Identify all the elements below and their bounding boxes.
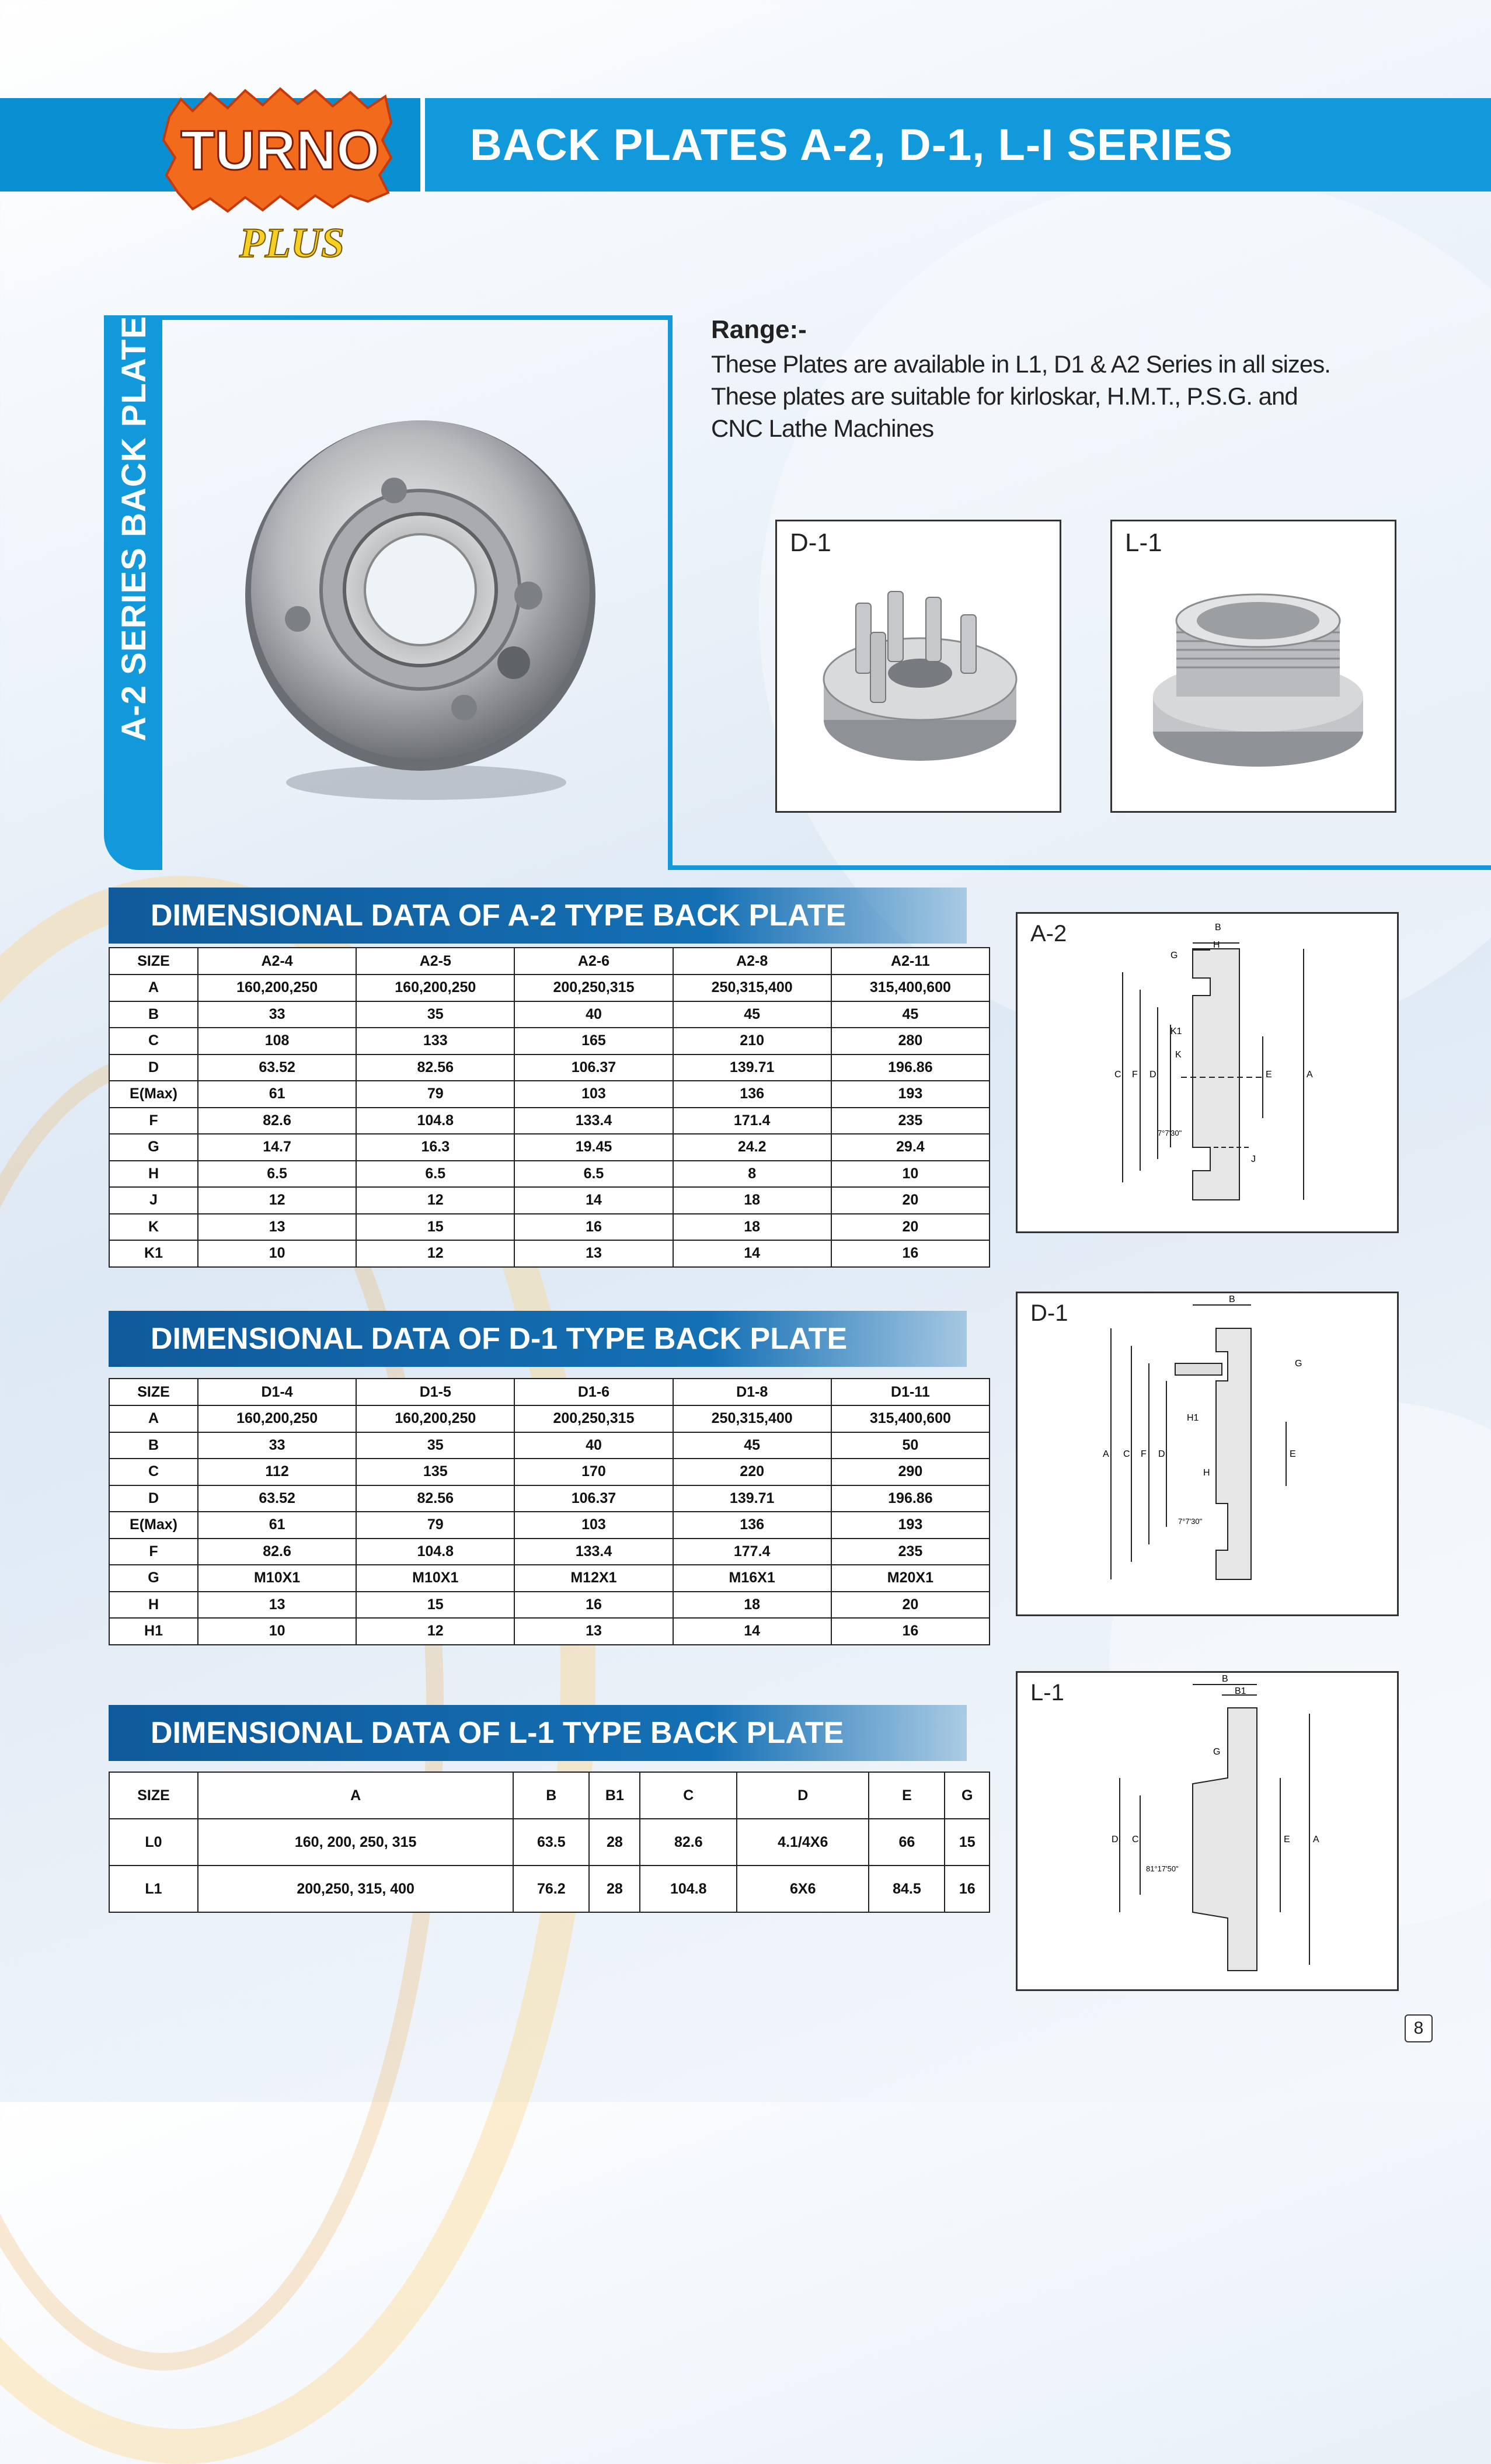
table-cell: 15	[356, 1592, 514, 1619]
table-cell: 18	[673, 1592, 831, 1619]
d1-data-table	[109, 1378, 990, 1645]
table-cell: 104.8	[356, 1108, 514, 1134]
table-header-cell: D1-5	[356, 1379, 514, 1405]
brand-sub: PLUS	[239, 220, 344, 266]
table-cell: 18	[673, 1187, 831, 1214]
l1-diagram-label: L-1	[1030, 1680, 1064, 1706]
table-cell: 35	[356, 1001, 514, 1028]
table-cell: A	[109, 975, 198, 1001]
table-cell: 196.86	[831, 1485, 990, 1512]
table-cell: M16X1	[673, 1565, 831, 1592]
tag-j: J	[1251, 1154, 1256, 1164]
tag-e: E	[1284, 1835, 1290, 1844]
frame-line-bottom	[668, 865, 1491, 870]
table-cell: 133	[356, 1028, 514, 1054]
table-cell: D	[109, 1054, 198, 1081]
table-cell: 76.2	[513, 1866, 589, 1912]
table-cell: 136	[673, 1512, 831, 1539]
d1-back-plate-image	[812, 586, 1028, 778]
tag-a: A	[1313, 1835, 1319, 1844]
table-row	[109, 1001, 990, 1028]
tag-angle: 7°7'30"	[1158, 1129, 1182, 1137]
table-header-cell: A	[198, 1772, 513, 1819]
tag-a: A	[1103, 1449, 1109, 1459]
table-cell: J	[109, 1187, 198, 1214]
tag-g: G	[1295, 1359, 1302, 1369]
table-cell: 50	[831, 1432, 990, 1459]
table-row	[109, 1565, 990, 1592]
table-row	[109, 1459, 990, 1485]
table-cell: C	[109, 1459, 198, 1485]
table-cell: 104.8	[640, 1866, 737, 1912]
table-cell: 13	[198, 1214, 356, 1241]
table-cell: 20	[831, 1214, 990, 1241]
table-cell: 82.56	[356, 1485, 514, 1512]
table-cell: 160,200,250	[356, 975, 514, 1001]
table-cell: 63.5	[513, 1819, 589, 1866]
table-header-cell: D1-11	[831, 1379, 990, 1405]
tag-a: A	[1307, 1070, 1313, 1080]
a2-data-table	[109, 947, 990, 1268]
l1-data-table	[109, 1772, 990, 1913]
table-cell: A	[109, 1405, 198, 1432]
table-cell: 16	[514, 1214, 673, 1241]
table-row	[109, 1512, 990, 1539]
table-cell: 177.4	[673, 1539, 831, 1565]
table-cell: 40	[514, 1432, 673, 1459]
table-cell: 16	[945, 1866, 990, 1912]
table-cell: 160,200,250	[198, 975, 356, 1001]
table-cell: 160, 200, 250, 315	[198, 1819, 513, 1866]
table-header-cell: SIZE	[109, 1379, 198, 1405]
table-cell: 63.52	[198, 1054, 356, 1081]
table-cell: 6X6	[737, 1866, 869, 1912]
table-cell: 82.6	[198, 1108, 356, 1134]
range-line-1: These Plates are available in L1, D1 & A2 Series in all sizes.	[711, 350, 1330, 378]
brand-name: TURNO	[180, 119, 380, 182]
a2-section-title: DIMENSIONAL DATA OF A-2 TYPE BACK PLATE	[151, 899, 846, 932]
table-cell: G	[109, 1565, 198, 1592]
table-row	[109, 1081, 990, 1108]
table-cell: 139.71	[673, 1485, 831, 1512]
table-cell: M12X1	[514, 1565, 673, 1592]
table-header-cell: SIZE	[109, 1772, 198, 1819]
table-cell: 136	[673, 1081, 831, 1108]
table-cell: 200,250, 315, 400	[198, 1866, 513, 1912]
table-cell: 40	[514, 1001, 673, 1028]
table-cell: 16	[831, 1240, 990, 1267]
table-cell: B	[109, 1432, 198, 1459]
table-cell: 103	[514, 1512, 673, 1539]
table-cell: 28	[589, 1866, 640, 1912]
table-cell: G	[109, 1134, 198, 1161]
d1-section-bar	[109, 1311, 967, 1367]
table-row	[109, 1134, 990, 1161]
table-cell: 79	[356, 1081, 514, 1108]
table-cell: 10	[198, 1618, 356, 1645]
d1-diagram-box	[1016, 1292, 1399, 1616]
table-cell: 6.5	[356, 1161, 514, 1188]
table-cell: 12	[198, 1187, 356, 1214]
table-header-cell: A2-5	[356, 948, 514, 975]
table-cell: 12	[356, 1618, 514, 1645]
table-cell: 66	[869, 1819, 945, 1866]
table-cell: F	[109, 1108, 198, 1134]
table-cell: H	[109, 1592, 198, 1619]
tag-d: D	[1112, 1835, 1119, 1844]
table-cell: K1	[109, 1240, 198, 1267]
table-header-cell: D	[737, 1772, 869, 1819]
range-line-2: These plates are suitable for kirloskar, H.M.T., P.S.G. and	[711, 382, 1298, 410]
tag-e: E	[1290, 1449, 1296, 1459]
d1-diagram-drawing	[1018, 1293, 1397, 1614]
tag-d: D	[1158, 1449, 1165, 1459]
tag-c: C	[1114, 1070, 1121, 1080]
table-header-row	[109, 1379, 990, 1405]
table-cell: 29.4	[831, 1134, 990, 1161]
table-cell: 112	[198, 1459, 356, 1485]
table-cell: 14	[514, 1187, 673, 1214]
tag-h: H	[1203, 1468, 1210, 1478]
l1-back-plate-image	[1147, 580, 1369, 778]
table-cell: K	[109, 1214, 198, 1241]
table-header-cell: B1	[589, 1772, 640, 1819]
table-cell: 250,315,400	[673, 1405, 831, 1432]
table-cell: C	[109, 1028, 198, 1054]
table-row	[109, 1240, 990, 1267]
tag-c: C	[1132, 1835, 1139, 1844]
table-cell: 103	[514, 1081, 673, 1108]
table-row	[109, 1187, 990, 1214]
table-header-row	[109, 1772, 990, 1819]
table-cell: 45	[673, 1432, 831, 1459]
table-cell: 106.37	[514, 1054, 673, 1081]
table-cell: L0	[109, 1819, 198, 1866]
table-header-cell: D1-8	[673, 1379, 831, 1405]
table-cell: 14	[673, 1618, 831, 1645]
table-cell: 193	[831, 1081, 990, 1108]
table-cell: 220	[673, 1459, 831, 1485]
tag-f: F	[1132, 1070, 1138, 1080]
turno-plus-logo	[158, 82, 403, 274]
table-cell: 200,250,315	[514, 1405, 673, 1432]
page-number: 8	[1405, 2014, 1433, 2042]
table-row	[109, 1592, 990, 1619]
table-cell: 16	[831, 1618, 990, 1645]
table-cell: 165	[514, 1028, 673, 1054]
range-title: Range:-	[711, 315, 807, 344]
a2-diagram-box	[1016, 912, 1399, 1233]
l1-diagram-drawing	[1018, 1673, 1397, 1989]
table-cell: 315,400,600	[831, 1405, 990, 1432]
table-row	[109, 1054, 990, 1081]
tag-b1: B1	[1235, 1686, 1246, 1696]
table-cell: 61	[198, 1081, 356, 1108]
l1-photo-label: L-1	[1125, 528, 1162, 557]
table-cell: 45	[673, 1001, 831, 1028]
table-cell: 35	[356, 1432, 514, 1459]
a2-section-bar	[109, 888, 967, 944]
table-cell: 82.6	[640, 1819, 737, 1866]
table-cell: 12	[356, 1187, 514, 1214]
table-header-cell: D1-6	[514, 1379, 673, 1405]
l1-section-title: DIMENSIONAL DATA OF L-1 TYPE BACK PLATE	[151, 1716, 844, 1750]
a2-diagram-drawing	[1018, 914, 1397, 1231]
table-cell: 19.45	[514, 1134, 673, 1161]
table-cell: 160,200,250	[198, 1405, 356, 1432]
table-cell: 133.4	[514, 1108, 673, 1134]
table-cell: 16.3	[356, 1134, 514, 1161]
table-cell: 200,250,315	[514, 975, 673, 1001]
tag-e: E	[1266, 1070, 1272, 1080]
table-cell: M10X1	[356, 1565, 514, 1592]
table-cell: 33	[198, 1001, 356, 1028]
table-row	[109, 1161, 990, 1188]
table-cell: 61	[198, 1512, 356, 1539]
table-row	[109, 1405, 990, 1432]
table-cell: 210	[673, 1028, 831, 1054]
table-header-cell: B	[513, 1772, 589, 1819]
table-cell: 235	[831, 1539, 990, 1565]
table-cell: 10	[831, 1161, 990, 1188]
table-cell: 18	[673, 1214, 831, 1241]
tag-d: D	[1149, 1070, 1156, 1080]
page-title: BACK PLATES A-2, D-1, L-I SERIES	[470, 120, 1234, 170]
table-cell: 196.86	[831, 1054, 990, 1081]
side-tab-label: A-2 SERIES BACK PLATE	[115, 315, 153, 742]
table-cell: 82.6	[198, 1539, 356, 1565]
tag-b: B	[1222, 1674, 1228, 1684]
table-cell: 82.56	[356, 1054, 514, 1081]
table-cell: 139.71	[673, 1054, 831, 1081]
table-cell: 63.52	[198, 1485, 356, 1512]
table-header-cell: D1-4	[198, 1379, 356, 1405]
tag-c: C	[1123, 1449, 1130, 1459]
table-header-cell: C	[640, 1772, 737, 1819]
table-cell: 290	[831, 1459, 990, 1485]
d1-section-title: DIMENSIONAL DATA OF D-1 TYPE BACK PLATE	[151, 1322, 848, 1356]
table-cell: 171.4	[673, 1108, 831, 1134]
d1-photo-box	[775, 520, 1061, 813]
table-cell: 28	[589, 1819, 640, 1866]
tag-k1: K1	[1170, 1026, 1182, 1036]
table-row	[109, 1214, 990, 1241]
table-cell: 160,200,250	[356, 1405, 514, 1432]
table-cell: 193	[831, 1512, 990, 1539]
table-cell: 133.4	[514, 1539, 673, 1565]
table-cell: 20	[831, 1592, 990, 1619]
table-cell: 13	[514, 1618, 673, 1645]
table-cell: 170	[514, 1459, 673, 1485]
range-line-3: CNC Lathe Machines	[711, 415, 934, 442]
table-cell: 13	[514, 1240, 673, 1267]
table-header-cell: E	[869, 1772, 945, 1819]
table-cell: 250,315,400	[673, 975, 831, 1001]
table-header-cell: G	[945, 1772, 990, 1819]
tag-g: G	[1213, 1747, 1221, 1757]
table-row	[109, 1866, 990, 1912]
table-row	[109, 1485, 990, 1512]
table-cell: 280	[831, 1028, 990, 1054]
table-row	[109, 1819, 990, 1866]
table-cell: 15	[945, 1819, 990, 1866]
tag-b: B	[1215, 923, 1221, 932]
table-cell: 12	[356, 1240, 514, 1267]
table-row	[109, 1539, 990, 1565]
table-cell: 135	[356, 1459, 514, 1485]
frame-line-right	[668, 315, 673, 870]
d1-diagram-label: D-1	[1030, 1300, 1068, 1326]
frame-line-top	[162, 315, 670, 320]
table-cell: H	[109, 1161, 198, 1188]
l1-section-bar	[109, 1705, 967, 1761]
table-cell: 6.5	[198, 1161, 356, 1188]
table-cell: 4.1/4X6	[737, 1819, 869, 1866]
table-cell: E(Max)	[109, 1512, 198, 1539]
table-cell: 106.37	[514, 1485, 673, 1512]
tag-h1: H1	[1187, 1413, 1199, 1423]
table-cell: 24.2	[673, 1134, 831, 1161]
table-cell: 20	[831, 1187, 990, 1214]
d1-photo-label: D-1	[790, 528, 831, 557]
table-cell: H1	[109, 1618, 198, 1645]
tag-f: F	[1141, 1449, 1147, 1459]
table-row	[109, 1028, 990, 1054]
table-cell: 16	[514, 1592, 673, 1619]
table-cell: D	[109, 1485, 198, 1512]
a2-diagram-label: A-2	[1030, 921, 1067, 946]
table-row	[109, 975, 990, 1001]
l1-diagram-box	[1016, 1671, 1399, 1991]
tag-h: H	[1213, 940, 1220, 950]
table-cell: B	[109, 1001, 198, 1028]
table-cell: L1	[109, 1866, 198, 1912]
table-header-row	[109, 948, 990, 975]
table-row	[109, 1108, 990, 1134]
table-cell: 315,400,600	[831, 975, 990, 1001]
table-cell: M20X1	[831, 1565, 990, 1592]
table-header-cell: A2-6	[514, 948, 673, 975]
l1-photo-box	[1110, 520, 1396, 813]
a2-back-plate-image	[234, 403, 619, 812]
table-cell: 14.7	[198, 1134, 356, 1161]
tag-angle: 81°17'50"	[1146, 1864, 1179, 1873]
table-cell: 15	[356, 1214, 514, 1241]
table-cell: 45	[831, 1001, 990, 1028]
table-cell: 33	[198, 1432, 356, 1459]
table-row	[109, 1432, 990, 1459]
table-cell: 10	[198, 1240, 356, 1267]
table-header-cell: A2-4	[198, 948, 356, 975]
table-cell: 104.8	[356, 1539, 514, 1565]
table-header-cell: A2-11	[831, 948, 990, 975]
table-cell: E(Max)	[109, 1081, 198, 1108]
table-header-cell: SIZE	[109, 948, 198, 975]
table-cell: 13	[198, 1592, 356, 1619]
table-row	[109, 1618, 990, 1645]
tag-g: G	[1170, 951, 1178, 960]
table-cell: 79	[356, 1512, 514, 1539]
tag-k: K	[1175, 1050, 1182, 1060]
table-cell: 14	[673, 1240, 831, 1267]
table-cell: 84.5	[869, 1866, 945, 1912]
table-cell: M10X1	[198, 1565, 356, 1592]
table-cell: 235	[831, 1108, 990, 1134]
table-cell: 6.5	[514, 1161, 673, 1188]
tag-b: B	[1229, 1294, 1235, 1304]
tag-angle: 7°7'30"	[1178, 1517, 1203, 1526]
table-header-cell: A2-8	[673, 948, 831, 975]
table-cell: 8	[673, 1161, 831, 1188]
table-cell: 108	[198, 1028, 356, 1054]
table-cell: F	[109, 1539, 198, 1565]
